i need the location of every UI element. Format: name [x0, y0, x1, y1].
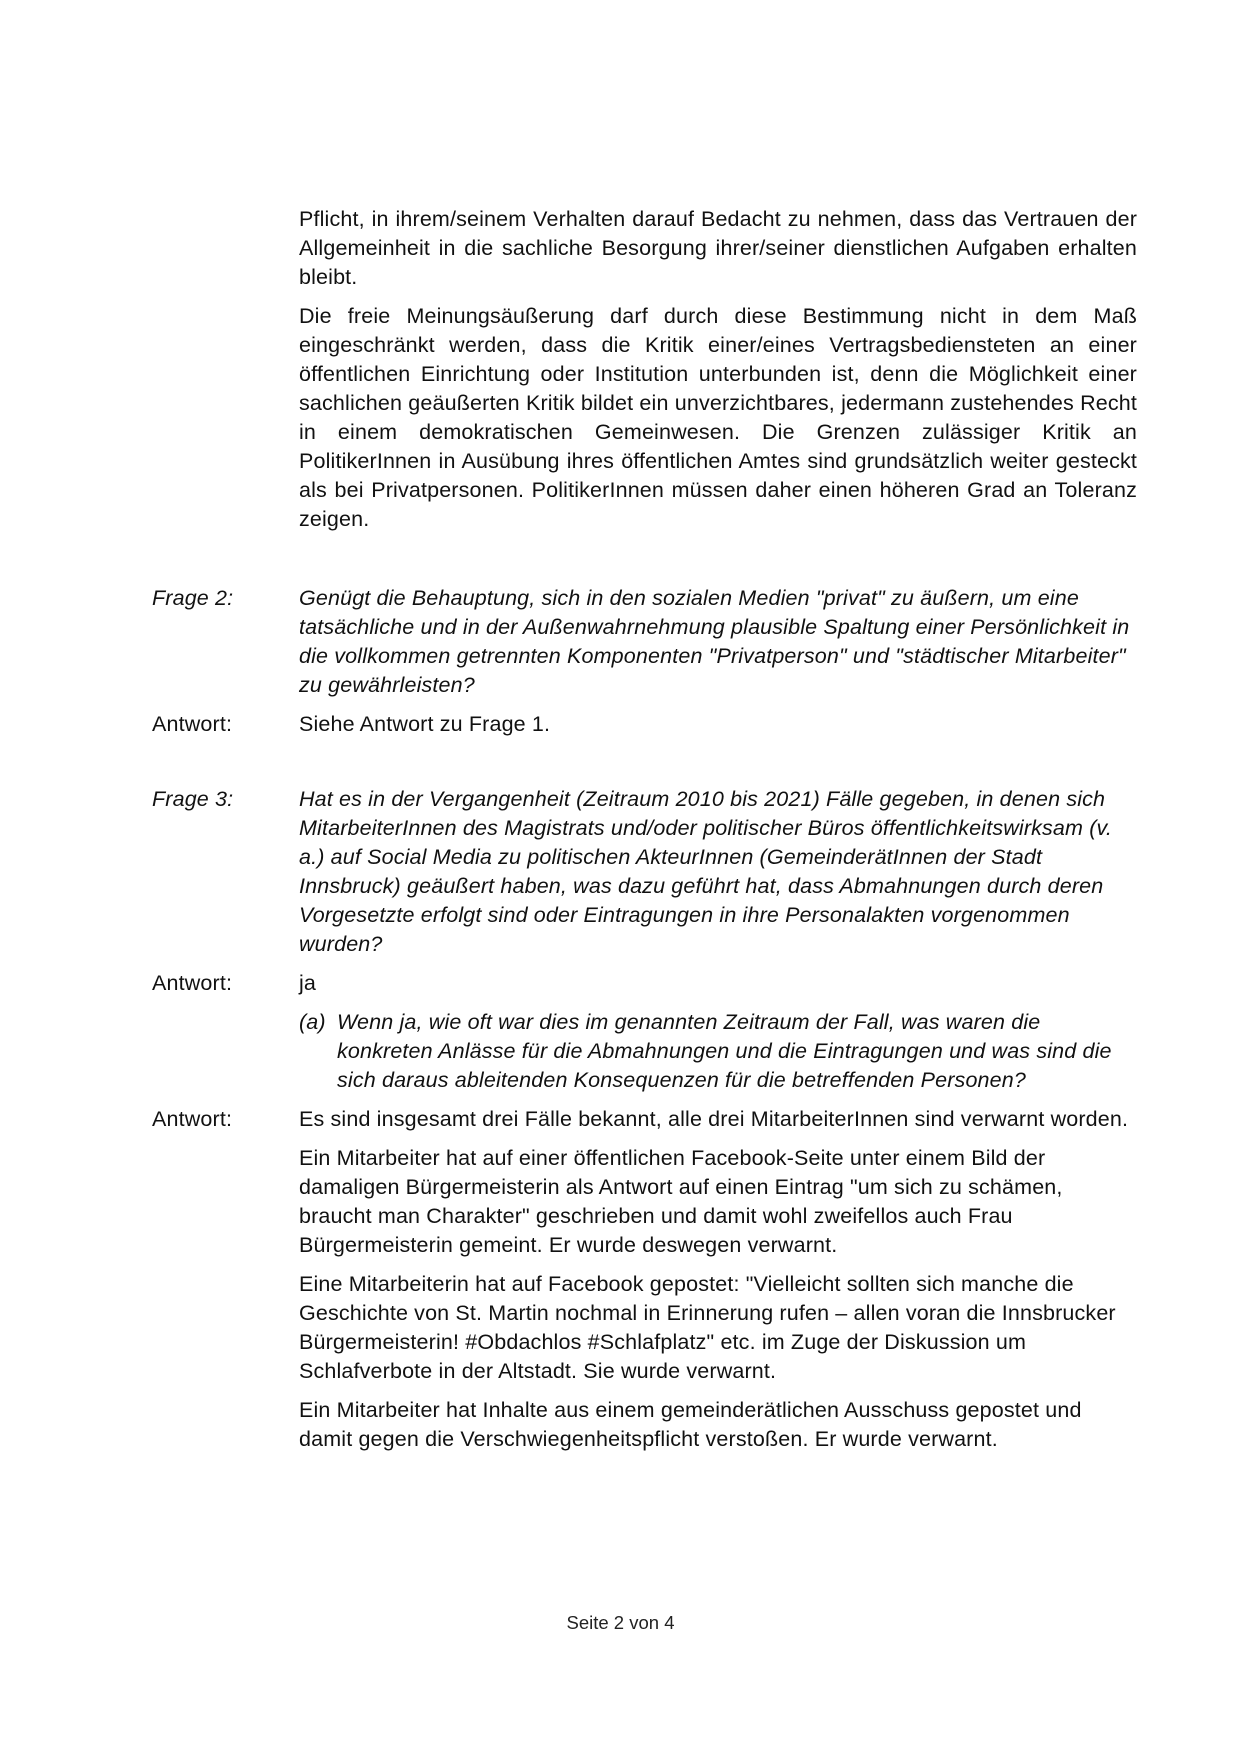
- page-footer: Seite 2 von 4: [566, 1612, 675, 1633]
- sub-question-a: [299, 1008, 1137, 1095]
- question-2-label: Frage 2:: [152, 586, 234, 610]
- question-3-row: [152, 785, 1137, 959]
- sub-answer-label: Antwort:: [152, 1107, 233, 1131]
- sub-answer-paragraph-3: Eine Mitarbeiterin hat auf Facebook gepostet: "Vielleicht sollten sich manche die Geschichte von St. Martin nochmal in Erinnerung rufen – allen voran die Innsbrucker Bürgermeisterin! #Obdachlos #Schlafplatz" etc. im Zuge der Diskussion um Schlafverbote in der Altstadt. Sie wurde verwarnt.: [299, 1272, 1116, 1383]
- answer-2-row: [152, 710, 1137, 739]
- sub-answer-paragraph-1: Es sind insgesamt drei Fälle bekannt, alle drei MitarbeiterInnen sind verwarnt worden.: [299, 1107, 1129, 1131]
- answer-3-text: ja: [299, 971, 317, 995]
- document-body: [152, 205, 1137, 1474]
- sub-answer-body: [299, 1105, 1137, 1464]
- sub-question-text: Wenn ja, wie oft war dies im genannten Zeitraum der Fall, was waren die konkreten Anlässe für die Abmahnungen und die Eintragungen und was sind die sich daraus ableitenden Konsequenzen für die betreffenden Personen?: [337, 1010, 1112, 1092]
- question-3-text: Hat es in der Vergangenheit (Zeitraum 2010 bis 2021) Fälle gegeben, in denen sich MitarbeiterInnen des Magistrats und/oder politischer Büros öffentlichkeitswirksam (v. a.) auf Social Media zu politischen AkteurInnen (GemeinderätInnen der Stadt Innsbruck) geäußert haben, was dazu geführt hat, dass Abmahnungen durch deren Vorgesetzte erfolgt sind oder Eintragungen in ihre Personalakten vorgenommen wurden?: [299, 787, 1112, 956]
- sub-answer-paragraph-4: Ein Mitarbeiter hat Inhalte aus einem gemeinderätlichen Ausschuss gepostet und damit gegen die Verschwiegenheitspflicht verstoßen. Er wurde verwarnt.: [299, 1398, 1082, 1451]
- answer-3-row: [152, 969, 1137, 998]
- intro-section: [299, 205, 1137, 534]
- sub-answer-row: [152, 1105, 1137, 1464]
- answer-3-label: Antwort:: [152, 971, 233, 995]
- question-2-row: [152, 584, 1137, 700]
- answer-2-text: Siehe Antwort zu Frage 1.: [299, 712, 551, 736]
- intro-paragraph-2: Die freie Meinungsäußerung darf durch diese Bestimmung nicht in dem Maß eingeschränkt werden, dass die Kritik einer/eines Vertragsbediensteten an einer öffentlichen Einrichtung oder Institution unterbunden ist, denn die Möglichkeit einer sachlichen geäußerten Kritik bildet ein unverzichtbares, jedermann zustehendes Recht in einem demokratischen Gemeinwesen. Die Grenzen zulässiger Kritik an PolitikerInnen in Ausübung ihres öffentlichen Amtes sind grundsätzlich weiter gesteckt als bei Privatpersonen. PolitikerInnen müssen daher einen höheren Grad an Toleranz zeigen.: [299, 304, 1137, 531]
- question-2-text: Genügt die Behauptung, sich in den sozialen Medien "privat" zu äußern, um eine tatsächliche und in der Außenwahrnehmung plausible Spaltung einer Persönlichkeit in die vollkommen getrennten Komponenten "Privatperson" und "städtischer Mitarbeiter" zu gewährleisten?: [299, 586, 1130, 697]
- intro-paragraph-1: Pflicht, in ihrem/seinem Verhalten darauf Bedacht zu nehmen, dass das Vertrauen der Allgemeinheit in die sachliche Besorgung ihrer/seiner dienstlichen Aufgaben erhalten bleibt.: [299, 207, 1137, 289]
- answer-2-label: Antwort:: [152, 712, 233, 736]
- question-3-label: Frage 3:: [152, 787, 234, 811]
- sub-question-marker: (a): [299, 1010, 326, 1034]
- sub-answer-paragraph-2: Ein Mitarbeiter hat auf einer öffentlichen Facebook-Seite unter einem Bild der damaligen Bürgermeisterin als Antwort auf einen Eintrag "um sich zu schämen, braucht man Charakter" geschrieben und damit wohl zweifellos auch Frau Bürgermeisterin gemeint. Er wurde deswegen verwarnt.: [299, 1146, 1063, 1257]
